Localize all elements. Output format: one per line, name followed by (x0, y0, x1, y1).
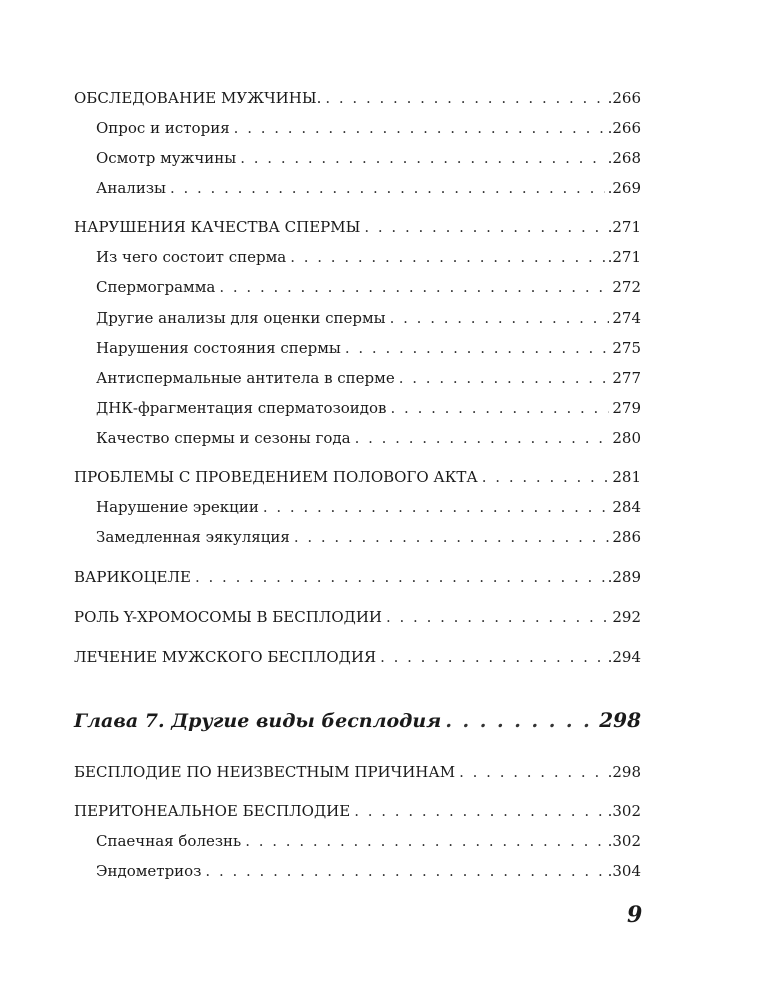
dot-leader (294, 527, 610, 547)
toc-entry (74, 801, 641, 821)
toc-entry (96, 368, 641, 388)
dot-leader (195, 567, 605, 587)
toc-entry-label: ПЕРИТОНЕАЛЬНОЕ БЕСПЛОДИЕ (74, 802, 351, 820)
toc-entry-label: Анализы (96, 179, 166, 197)
toc-entry-label: Осмотр мужчины (96, 149, 237, 167)
toc-entry (96, 148, 641, 168)
dot-leader (459, 762, 605, 782)
toc-entry (96, 428, 641, 448)
chapter-title: Глава 7. Другие виды бесплодия (74, 710, 442, 732)
toc-entry-label: Антиспермальные антитела в сперме (96, 369, 395, 387)
toc-entry (96, 398, 641, 418)
chapter-heading (74, 708, 641, 733)
dot-leader (364, 217, 604, 237)
dot-leader (240, 148, 604, 168)
dot-leader (245, 831, 604, 851)
dot-leader (345, 338, 610, 358)
toc-entry-page: .268 (607, 149, 641, 167)
dot-leader (290, 247, 604, 267)
toc-entry (96, 861, 641, 881)
dot-leader (170, 178, 605, 198)
toc-entry-page: 272 (612, 278, 641, 296)
toc-entry-label: БЕСПЛОДИЕ ПО НЕИЗВЕСТНЫМ ПРИЧИНАМ (74, 763, 456, 781)
toc-entry (74, 762, 641, 782)
toc-entry (96, 178, 641, 198)
toc-entry (74, 467, 641, 487)
toc-entry (96, 277, 641, 297)
dot-leader (445, 709, 596, 733)
toc-entry-page: 274 (612, 309, 641, 327)
dot-leader (354, 801, 604, 821)
toc-entry-label: ВАРИКОЦЕЛЕ (74, 568, 191, 586)
toc-entry-label: ОБСЛЕДОВАНИЕ МУЖЧИНЫ. (74, 89, 322, 107)
toc-entry-label: Спермограмма (96, 278, 216, 296)
toc-entry-label: ЛЕЧЕНИЕ МУЖСКОГО БЕСПЛОДИЯ (74, 648, 377, 666)
toc-entry-page: 280 (612, 429, 641, 447)
toc-entry-page: .302 (607, 802, 641, 820)
dot-leader (219, 277, 609, 297)
dot-leader (355, 428, 610, 448)
toc-entry (74, 607, 641, 627)
toc-entry (96, 497, 641, 517)
toc-entry-page: .294 (607, 648, 641, 666)
toc-entry-page: .298 (607, 763, 641, 781)
dot-leader (386, 607, 609, 627)
toc-entry (96, 247, 641, 267)
dot-leader (234, 118, 605, 138)
toc-entry-page: .266 (607, 89, 641, 107)
toc-entry-page: 286 (612, 528, 641, 546)
toc-entry-page: .271 (607, 248, 641, 266)
toc-entry-page: .266 (607, 119, 641, 137)
toc-entry-page: 281 (612, 468, 641, 486)
toc-entry-label: Спаечная болезнь (96, 832, 242, 850)
toc-entry-page: 277 (612, 369, 641, 387)
toc-entry (96, 308, 641, 328)
toc-entry (96, 338, 641, 358)
toc-entry-label: Опрос и история (96, 119, 230, 137)
toc-entry-label: Нарушение эрекции (96, 498, 259, 516)
toc-entry-page: .271 (607, 218, 641, 236)
chapter-page: 298 (599, 708, 641, 732)
toc-entry-label: ПРОБЛЕМЫ С ПРОВЕДЕНИЕМ ПОЛОВОГО АКТА (74, 468, 478, 486)
dot-leader (380, 647, 605, 667)
dot-leader (399, 368, 610, 388)
toc-entry (96, 831, 641, 851)
toc-entry-label: НАРУШЕНИЯ КАЧЕСТВА СПЕРМЫ (74, 218, 361, 236)
toc-entry-page: .304 (607, 862, 641, 880)
dot-leader (205, 861, 604, 881)
toc-entry (74, 567, 641, 587)
toc-entry-page: .289 (607, 568, 641, 586)
toc-entry-page: 292 (612, 608, 641, 626)
toc-entry (74, 217, 641, 237)
toc-entry (96, 527, 641, 547)
toc-entry-label: Качество спермы и сезоны года (96, 429, 351, 447)
toc-entry (74, 647, 641, 667)
toc-entry (74, 88, 641, 108)
toc-entry-page: .302 (607, 832, 641, 850)
toc-entry-label: Другие анализы для оценки спермы (96, 309, 386, 327)
toc-entry-page: 284 (612, 498, 641, 516)
dot-leader (325, 88, 604, 108)
toc-entry-label: Из чего состоит сперма (96, 248, 287, 266)
dot-leader (482, 467, 610, 487)
toc-entry-label: Замедленная эякуляция (96, 528, 290, 546)
toc-entry-label: Нарушения состояния спермы (96, 339, 341, 357)
dot-leader (391, 398, 610, 418)
toc-entry-label: Эндометриоз (96, 862, 202, 880)
toc-entry-page: 275 (612, 339, 641, 357)
dot-leader (390, 308, 610, 328)
toc-entry-page: 279 (612, 399, 641, 417)
dot-leader (263, 497, 610, 517)
toc-entry-page: .269 (607, 179, 641, 197)
toc-entry (96, 118, 641, 138)
toc-entry-label: ДНК-фрагментация сперматозоидов (96, 399, 387, 417)
toc-entry-label: РОЛЬ Y-ХРОМОСОМЫ В БЕСПЛОДИИ (74, 608, 382, 626)
page-number: 9 (627, 902, 643, 928)
